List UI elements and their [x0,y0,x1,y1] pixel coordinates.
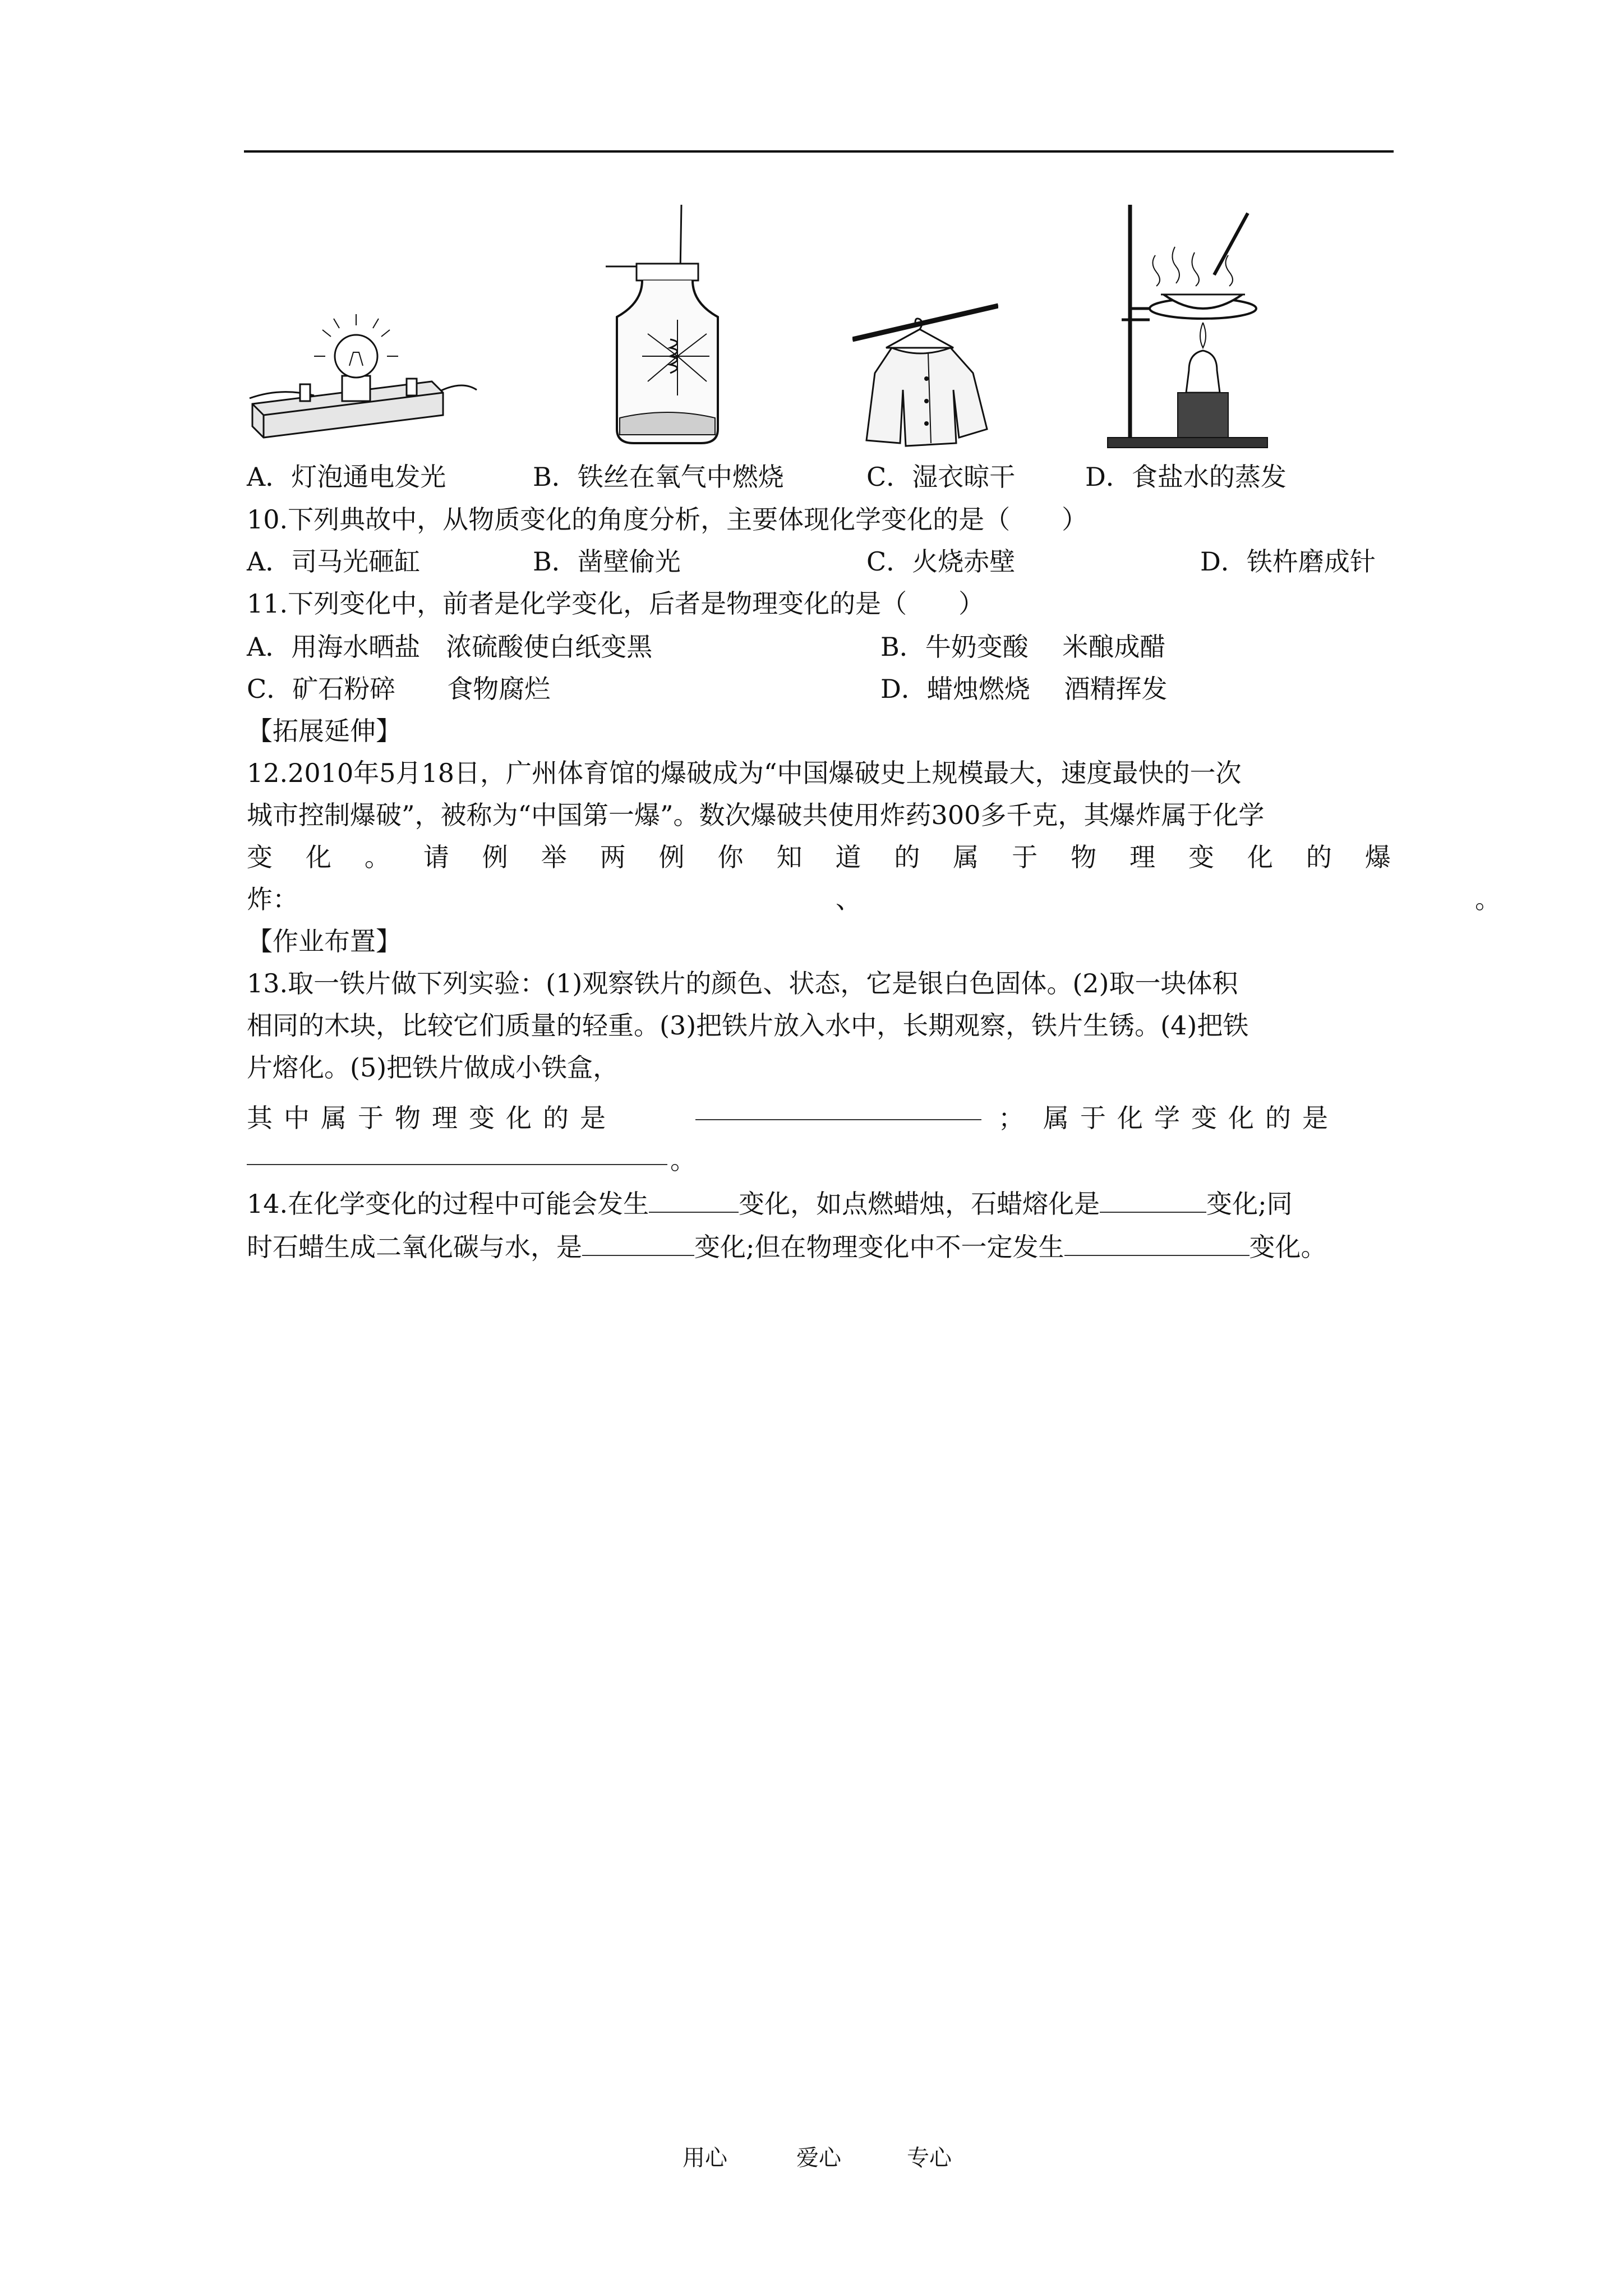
q11-option-c: C．矿石粉碎 食物腐烂 [247,674,551,704]
q14-text-2: 变化，如点燃蜡烛，石蜡熔化是 [739,1189,1100,1219]
question-12-line-4-start: 炸： [247,884,298,914]
option-b-caption: B．铁丝在氧气中燃烧 [533,462,784,492]
option-a-caption: A．灯泡通电发光 [247,462,446,492]
q10-option-a: A．司马光砸缸 [247,546,421,577]
q10-option-b: B．凿壁偷光 [533,546,681,577]
section-homework-heading: 【作业布置】 [247,926,402,956]
q14-text-5: 变化;但在物理变化中不一定发生 [694,1232,1064,1262]
question-12-line-2: 城市控制爆破”，被称为“中国第一爆”。数次爆破共使用炸药300多千克，其爆炸属于化学 [247,800,1265,830]
question-13-semicolon: ； [998,1103,1024,1133]
question-12-line-3: 变 化 。 请 例 举 两 例 你 知 道 的 属 于 物 理 变 化 的 爆 [247,842,1391,872]
footer-text-c: 专心 [907,2145,952,2171]
evaporating-dish-on-stand-icon [1105,202,1273,454]
q14-text-4: 时石蜡生成二氧化碳与水，是 [247,1232,582,1262]
q14-blank-4[interactable] [1064,1232,1249,1256]
q14-blank-1[interactable] [649,1189,739,1213]
footer-text-a: 用心 [683,2145,727,2171]
question-13-line-3: 片熔化。(5)把铁片做成小铁盒， [247,1052,619,1083]
question-14-line-1 [247,1188,1293,1220]
gas-jar-iron-wire-icon [594,205,740,452]
q10-option-d: D．铁杵磨成针 [1200,546,1376,577]
q14-text-1: 14.在化学变化的过程中可能会发生 [247,1189,649,1219]
chemical-change-blank[interactable] [247,1164,667,1165]
physical-change-blank[interactable] [695,1119,981,1120]
q11-option-a: A．用海水晒盐 浓硫酸使白纸变黑 [247,632,653,662]
footer-text-b: 爱心 [796,2145,841,2171]
light-bulb-on-board-icon [247,303,482,443]
question-12-end: 。 [1475,884,1501,914]
question-11-stem: 11.下列变化中，前者是化学变化，后者是物理变化的是（ ） [247,588,985,619]
q11-option-b: B．牛奶变酸 米酿成醋 [880,632,1166,662]
q14-text-6: 变化。 [1249,1232,1327,1262]
q14-text-3: 变化;同 [1206,1189,1293,1219]
question-12-line-1: 12.2010年5月18日，广州体育馆的爆破成为“中国爆破史上规模最大，速度最快的一次 [247,758,1242,788]
question-13-line-1: 13.取一铁片做下列实验：(1)观察铁片的颜色、状态，它是银白色固体。(2)取一块体积 [247,968,1238,999]
header-rule [244,150,1394,153]
question-13-physical-prompt: 其中属于物理变化的是 [247,1103,617,1133]
q11-option-d: D．蜡烛燃烧 酒精挥发 [880,674,1168,704]
question-14-line-2 [247,1231,1327,1263]
q14-blank-2[interactable] [1100,1189,1206,1213]
question-13-end: 。 [670,1145,696,1175]
section-extension-heading: 【拓展延伸】 [247,716,402,746]
q10-option-c: C．火烧赤壁 [866,546,1016,577]
shirt-on-hanger-icon [852,300,998,452]
question-13-line-2: 相同的木块，比较它们质量的轻重。(3)把铁片放入水中，长期观察，铁片生锈。(4)把铁 [247,1010,1249,1041]
question-10-stem: 10.下列典故中，从物质变化的角度分析，主要体现化学变化的是（ ） [247,504,1088,535]
q14-blank-3[interactable] [582,1232,694,1256]
question-13-chemical-prompt: 属于化学变化的是 [1043,1103,1339,1133]
question-12-separator: 、 [836,884,861,914]
option-d-caption: D．食盐水的蒸发 [1085,462,1287,492]
option-c-caption: C．湿衣晾干 [866,462,1016,492]
